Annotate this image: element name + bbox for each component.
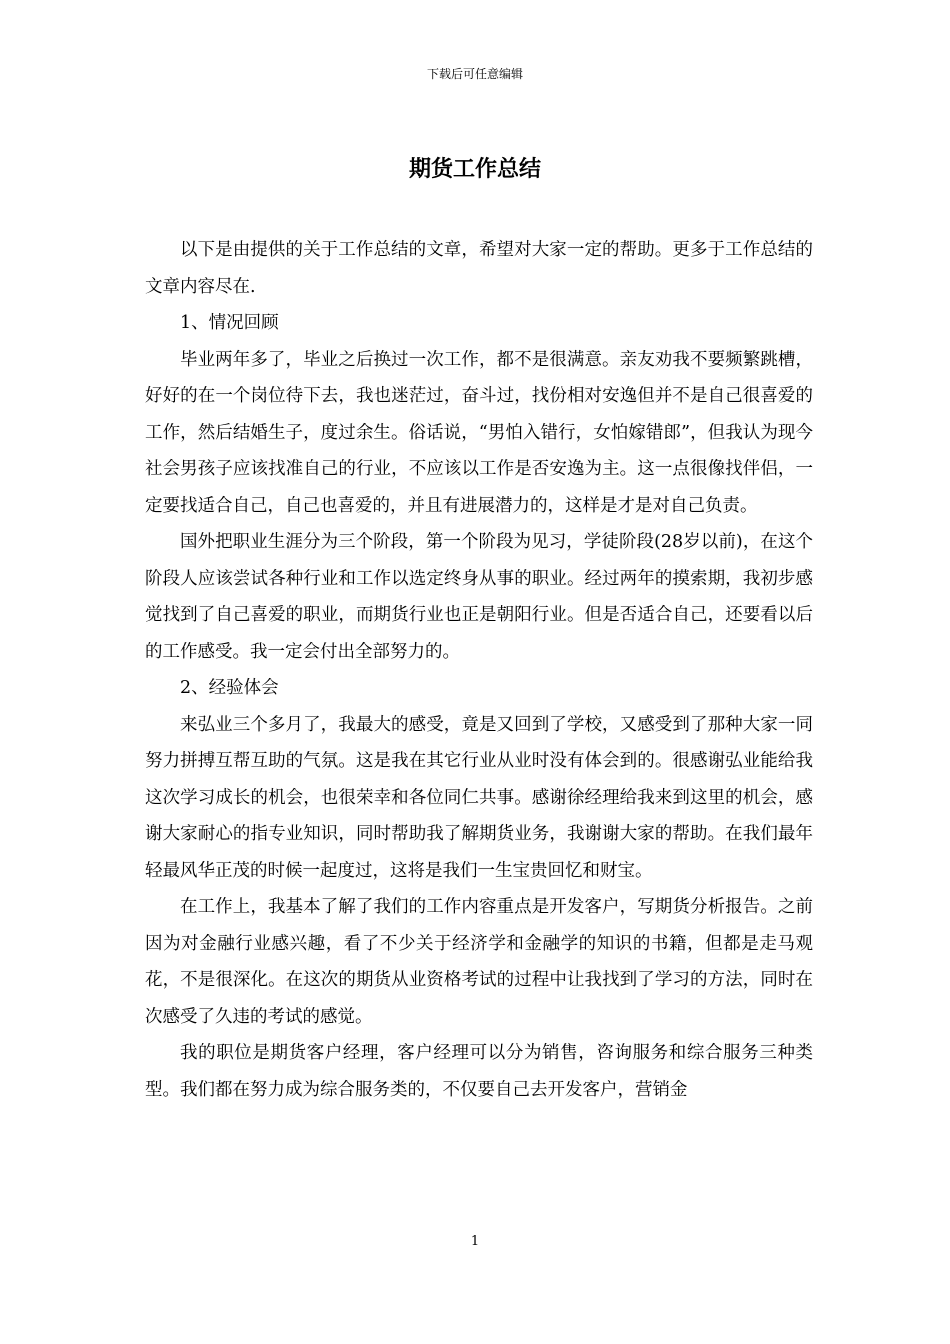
page-header: 下载后可任意编辑	[426, 67, 523, 81]
section-heading-1: 1、情况回顾	[180, 313, 279, 333]
section-heading-2: 2、经验体会	[180, 678, 279, 698]
paragraph: 我的职位是期货客户经理，客户经理可以分为销售，咨询服务和综合服务三种类型。我们都在努力成为综合服务类的，不仅要自己去开发客户，营销金	[145, 1043, 813, 1100]
paragraph-intro: 以下是由提供的关于工作总结的文章，希望对大家一定的帮助。更多于工作总结的文章内容尽在.	[145, 240, 813, 297]
page-number: 1	[470, 1234, 480, 1249]
document-body	[145, 232, 813, 1108]
paragraph: 毕业两年多了，毕业之后换过一次工作，都不是很满意。亲友劝我不要频繁跳槽，好好的在一个岗位待下去，我也迷茫过，奋斗过，找份相对安逸但并不是自己很喜爱的工作，然后结婚生子，度过余生。俗话说，“男怕入错行，女怕嫁错郎”，但我认为现今社会男孩子应该找准自己的行业，不应该以工作是否安逸为主。这一点很像找伴侣，一定要找适合自己，自己也喜爱的，并且有进展潜力的，这样是才是对自己负责。	[145, 349, 813, 516]
document-title: 期货工作总结	[408, 157, 541, 182]
paragraph: 国外把职业生涯分为三个阶段，第一个阶段为见习，学徒阶段(28岁以前)，在这个阶段人应该尝试各种行业和工作以选定终身从事的职业。经过两年的摸索期，我初步感觉找到了自己喜爱的职业，而期货行业也正是朝阳行业。但是否适合自己，还要看以后的工作感受。我一定会付出全部努力的。	[145, 532, 813, 662]
paragraph: 在工作上，我基本了解了我们的工作内容重点是开发客户，写期货分析报告。之前因为对金融行业感兴趣，看了不少关于经济学和金融学的知识的书籍，但都是走马观花，不是很深化。在这次的期货从业资格考试的过程中让我找到了学习的方法，同时在次感受了久违的考试的感觉。	[145, 897, 813, 1027]
paragraph: 来弘业三个多月了，我最大的感受，竟是又回到了学校，又感受到了那种大家一同努力拼搏互帮互助的气氛。这是我在其它行业从业时没有体会到的。很感谢弘业能给我这次学习成长的机会，也很荣幸和各位同仁共事。感谢徐经理给我来到这里的机会，感谢大家耐心的指专业知识，同时帮助我了解期货业务，我谢谢大家的帮助。在我们最年轻最风华正茂的时候一起度过，这将是我们一生宝贵回忆和财宝。	[145, 714, 813, 881]
